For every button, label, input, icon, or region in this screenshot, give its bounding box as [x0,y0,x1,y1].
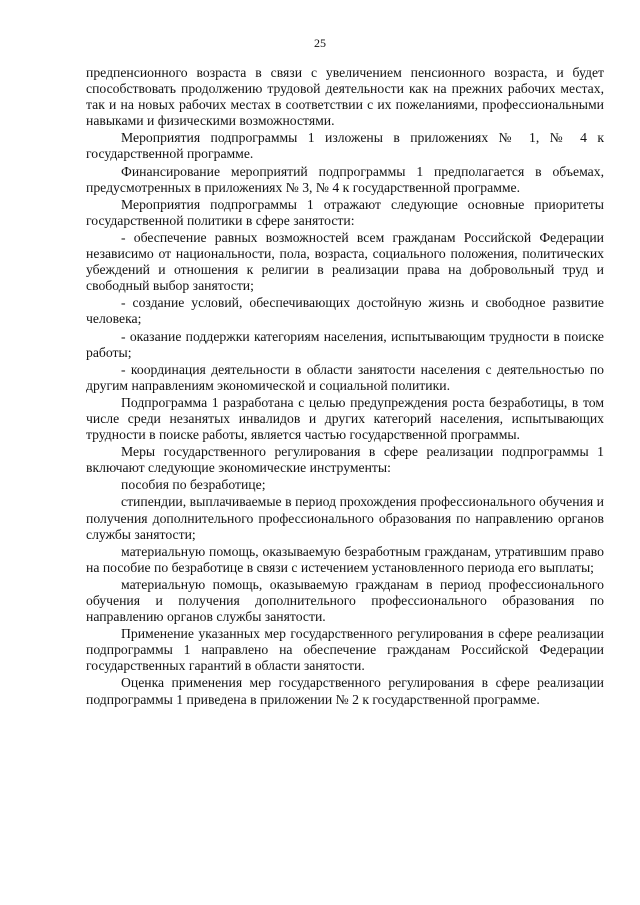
paragraph-financing: Финансирование мероприятий подпрограммы 1 предполагается в объемах, предусмотренных в приложениях № 3, № 4 к государственной программе. [86,163,604,195]
paragraph-continuation: предпенсионного возраста в связи с увеличением пенсионного возраста, и будет способствовать продолжению трудовой деятельности как на прежних рабочих местах, так и на новых рабочих местах в соответствии с их пожеланиями, профессиональными навыками и физическими возможностями. [86,65,604,129]
paragraph-activities: Мероприятия подпрограммы 1 изложены в приложениях № 1, № 4 к государственной программе. [86,130,604,162]
document-body [86,65,604,708]
list-item-living-conditions: - создание условий, обеспечивающих достойную жизнь и свободное развитие человека; [86,295,604,327]
list-item-equal-opportunities: - обеспечение равных возможностей всем гражданам Российской Федерации независимо от национальности, пола, возраста, социального положения, политических убеждений и отношения к религии в реализации права на добровольный труд и свободный выбор занятости; [86,229,604,294]
paragraph-assessment: Оценка применения мер государственного регулирования в сфере реализации подпрограммы 1 приведена в приложении № 2 к государственной программе. [86,675,604,707]
page-number: 25 [314,36,326,50]
list-item-stipends: стипендии, выплачиваемые в период прохождения профессионального обучения и получения дополнительного профессионального образования по направлению органов службы занятости; [86,494,604,542]
list-item-benefits: пособия по безработице; [121,477,266,493]
list-item-coordination: - координация деятельности в области занятости населения с деятельностью по другим направлениям экономической и социальной политики. [86,361,604,393]
paragraph-regulation-measures: Меры государственного регулирования в сфере реализации подпрограммы 1 включают следующие экономические инструменты: [86,444,604,476]
list-item-material-aid-unemployed: материальную помощь, оказываемую безработным гражданам, утратившим право на пособие по безработице в связи с истечением установленного периода его выплаты; [86,543,604,575]
paragraph-application: Применение указанных мер государственного регулирования в сфере реализации подпрограммы 1 направлено на обеспечение гражданам Российской Федерации государственных гарантий в области занятости. [86,626,604,674]
paragraph-priorities: Мероприятия подпрограммы 1 отражают следующие основные приоритеты государственной политики в сфере занятости: [86,196,604,228]
paragraph-purpose: Подпрограмма 1 разработана с целью предупреждения роста безработицы, в том числе среди незанятых инвалидов и других категорий населения, испытывающих трудности в поиске работы, является частью государственной программы. [86,394,604,443]
list-item-material-aid-training: материальную помощь, оказываемую гражданам в период профессионального обучения и получения дополнительного профессионального образования по направлению органов службы занятости. [86,576,604,625]
list-item-support: - оказание поддержки категориям населения, испытывающим трудности в поиске работы; [86,328,604,360]
